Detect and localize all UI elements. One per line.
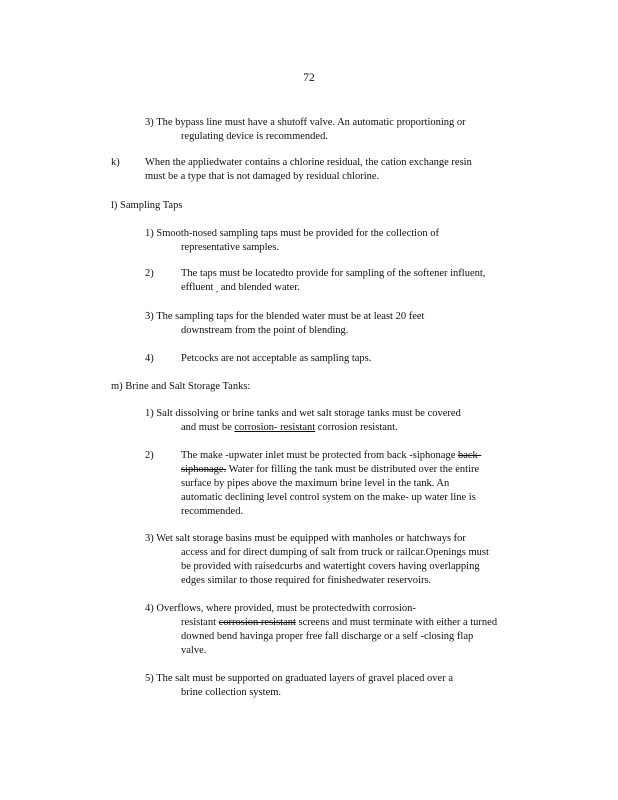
item-m3-line2: access and for direct dumping of salt from truck or railcar.Openings must: [181, 547, 489, 558]
item-text: The salt must be supported on graduated layers of gravel placed over a: [156, 673, 453, 684]
item-l3-line1: [145, 310, 424, 324]
item-m4-line1: [145, 602, 497, 616]
item-text: Overflows, where provided, must be protectedwith corrosion-: [156, 603, 416, 614]
deleted-text: corrosion resistant: [218, 617, 296, 628]
item-bypass-line2: regulating device is recommended.: [181, 131, 328, 142]
item-l1-line2: representative samples.: [181, 242, 279, 253]
item-number: 2): [145, 450, 154, 461]
item-m4-line3: downed bend havinga proper free fall discharge or a self -closing flap: [181, 631, 474, 642]
item-text: The bypass line must have a shutoff valve. An automatic proportioning or: [156, 117, 466, 128]
item-l2-line2: [145, 281, 485, 297]
item-k-line1: [111, 156, 526, 170]
item-m3-line3: be provided with raisedcurbs and watertight covers having overlapping: [181, 561, 480, 572]
item-text: and blended water.: [220, 282, 300, 293]
section-heading-sampling-taps: l) Sampling Taps: [111, 200, 183, 211]
item-m5-line1: [145, 672, 453, 686]
item-l4: [145, 352, 371, 366]
item-m2-line1: [145, 449, 481, 463]
item-m2-line4: automatic declining level control system on the make- up water line is: [181, 492, 476, 503]
item-text: screens and must terminate with either a turned: [298, 617, 498, 628]
item-k: [111, 156, 526, 184]
item-m4-line2: [145, 616, 497, 630]
inserted-text: corrosion- resistant: [234, 422, 316, 433]
item-bypass: [145, 116, 520, 144]
item-m3-line4: edges similar to those required for finishedwater reservoirs.: [181, 575, 432, 586]
item-number: 4): [145, 353, 154, 364]
item-m5-line2: brine collection system.: [181, 687, 282, 698]
item-number: 4): [145, 603, 154, 614]
item-number: 1): [145, 408, 154, 419]
item-l4-line1: [145, 352, 371, 366]
item-text: Petcocks are not acceptable as sampling taps.: [181, 353, 372, 364]
item-l2: [145, 267, 485, 297]
item-text: The sampling taps for the blended water must be at least 20 feet: [156, 311, 425, 322]
item-m2-line2: [145, 463, 481, 477]
item-m4-line4: valve.: [181, 645, 207, 656]
item-text: resistant: [181, 617, 216, 628]
item-label: k): [111, 157, 120, 168]
item-k-line2: must be a type that is not damaged by residual chlorine.: [145, 171, 380, 182]
item-m1: [145, 407, 461, 435]
item-m2-line5: recommended.: [181, 506, 244, 517]
item-text: Wet salt storage basins must be equipped with manholes or hatchways for: [156, 533, 466, 544]
item-l1-line1: [145, 227, 439, 241]
item-number: 1): [145, 228, 154, 239]
item-text: effluent: [181, 282, 214, 293]
item-m5: [145, 672, 453, 700]
item-number: 3): [145, 311, 154, 322]
page-number: 72: [303, 72, 315, 84]
item-m2-line3: surface by pipes above the maximum brine level in the tank. An: [181, 478, 450, 489]
item-text: Water for filling the tank must be distributed over the entire: [228, 464, 480, 475]
item-l3: [145, 310, 424, 338]
item-text: The taps must be locatedto provide for sampling of the softener influent,: [181, 268, 486, 279]
item-l3-line2: downstream from the point of blending.: [181, 325, 349, 336]
item-m3: [145, 532, 489, 588]
item-text: When the appliedwater contains a chlorine residual, the cation exchange resin: [145, 157, 472, 168]
item-m3-line1: [145, 532, 489, 546]
section-heading-brine-salt-storage: m) Brine and Salt Storage Tanks:: [111, 381, 251, 392]
item-number: 2): [145, 268, 154, 279]
deleted-text: siphonage.: [181, 464, 227, 475]
item-m1-line1: [145, 407, 461, 421]
item-text: Salt dissolving or brine tanks and wet salt storage tanks must be covered: [156, 408, 461, 419]
item-text: Smooth-nosed sampling taps must be provided for the collection of: [156, 228, 439, 239]
item-m4: [145, 602, 497, 658]
item-bypass-line1: [145, 116, 520, 130]
item-number: 3): [145, 117, 154, 128]
item-text: The make -upwater inlet must be protected from back -siphonage: [181, 450, 456, 461]
item-m1-line2: [145, 421, 461, 435]
item-number: 3): [145, 533, 154, 544]
item-l2-line1: [145, 267, 485, 281]
item-m2: [145, 449, 481, 519]
item-number: 5): [145, 673, 154, 684]
item-text: corrosion resistant.: [317, 422, 398, 433]
item-comma: ,: [216, 285, 219, 294]
item-l1: [145, 227, 439, 255]
deleted-text: back-: [457, 450, 482, 461]
item-text: and must be: [181, 422, 232, 433]
